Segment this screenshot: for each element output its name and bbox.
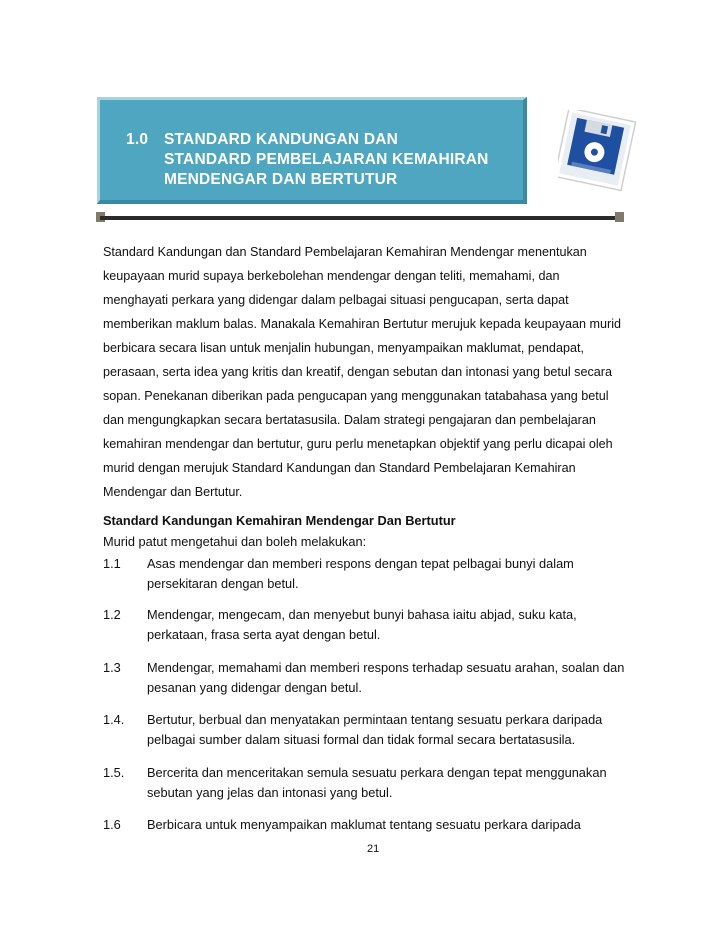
page-number: 21 [367,843,380,855]
paragraph-line: kemahiran mendengar dan bertutur, guru perlu menetapkan objektif yang perlu dicapai oleh [103,437,613,451]
floppy-disk-icon [558,110,648,205]
paragraph-line: sopan. Penekanan diberikan pada pengucapan yang menggunakan tatabahasa yang betul [103,389,609,403]
header-divider [100,216,623,220]
paragraph-line: menghayati perkara yang didengar dalam pelbagai situasi pengucapan, serta dapat [103,293,569,307]
section-title: Standard Kandungan Kemahiran Mendengar Dan Bertutur [103,513,456,528]
paragraph-line: Mendengar dan Bertutur. [103,485,243,499]
paragraph-line: Standard Kandungan dan Standard Pembelajaran Kemahiran Mendengar menentukan [103,245,587,259]
paragraph-line: perasaan, serta idea yang kritis dan kreatif, dengan sebutan dan intonasi yang betul secara [103,365,612,379]
paragraph-line: dan mengungkapkan secara bertatasusila. Dalam strategi pengajaran dan pembelajaran [103,413,596,427]
paragraph-line: berbicara secara lisan untuk menjalin hubungan, menyampaikan maklumat, pendapat, [103,341,584,355]
paragraph-line: murid dengan merujuk Standard Kandungan dan Standard Pembelajaran Kemahiran [103,461,576,475]
header-number: 1.0 [126,131,149,148]
paragraph-line: memberikan maklum balas. Manakala Kemahiran Bertutur merujuk kepada keupayaan murid [103,317,621,331]
section-header-box: 1.0 STANDARD KANDUNGAN DAN STANDARD PEMBELAJARAN KEMAHIRAN MENDENGAR DAN BERTUTUR [97,97,527,204]
section-intro: Murid patut mengetahui dan boleh melakukan: [103,534,367,549]
rule-right-cap [615,212,624,222]
paragraph-line: keupayaan murid supaya berkebolehan mendengar dengan teliti, memahami, dan [103,269,560,283]
